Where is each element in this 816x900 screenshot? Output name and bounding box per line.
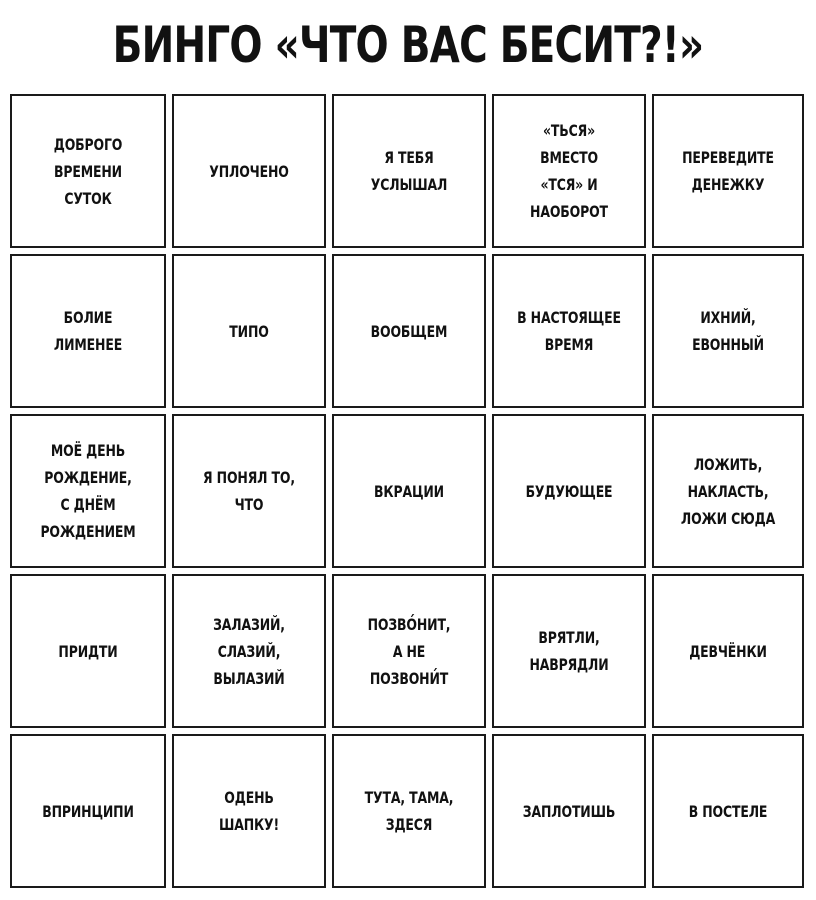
bingo-cell-text: Я ТЕБЯ УСЛЫШАЛ xyxy=(370,148,448,194)
bingo-cell-text: ПОЗВО́НИТ, А НЕ ПОЗВОНИ́Т xyxy=(367,614,451,688)
bingo-cell[interactable] xyxy=(652,254,804,408)
bingo-cell[interactable] xyxy=(652,414,804,568)
bingo-cell[interactable] xyxy=(332,414,486,568)
bingo-cell-text: ТУТА, ТАМА, ЗДЕСЯ xyxy=(364,788,454,834)
bingo-cell[interactable] xyxy=(172,734,326,888)
bingo-cell-text: БОЛИЕ ЛИМЕНЕЕ xyxy=(53,308,123,354)
bingo-cell-text: Я ПОНЯЛ ТО, ЧТО xyxy=(203,468,295,514)
bingo-cell-text: ТИПО xyxy=(229,321,269,341)
bingo-cell[interactable] xyxy=(332,94,486,248)
bingo-cell[interactable] xyxy=(172,574,326,728)
bingo-cell-text: ВПРИНЦИПИ xyxy=(42,801,134,821)
bingo-title: БИНГО «ЧТО ВАС БЕСИТ?!» xyxy=(112,16,704,74)
bingo-cell-text: БУДУЮЩЕЕ xyxy=(525,481,613,501)
bingo-cell-text: ВКРАЦИИ xyxy=(374,481,444,501)
bingo-cell[interactable] xyxy=(172,254,326,408)
bingo-grid xyxy=(10,94,806,890)
bingo-cell[interactable] xyxy=(332,574,486,728)
bingo-cell-text: ПЕРЕВЕДИТЕ ДЕНЕЖКУ xyxy=(682,148,774,194)
bingo-cell[interactable] xyxy=(652,734,804,888)
bingo-cell-text: ИХНИЙ, ЕВОННЫЙ xyxy=(692,308,764,354)
bingo-cell[interactable] xyxy=(652,574,804,728)
bingo-cell[interactable] xyxy=(10,94,166,248)
bingo-cell[interactable] xyxy=(172,414,326,568)
bingo-cell-text: ЛОЖИТЬ, НАКЛАСТЬ, ЛОЖИ СЮДА xyxy=(680,454,776,528)
bingo-cell[interactable] xyxy=(492,574,646,728)
bingo-cell-text: ЗАПЛОТИШЬ xyxy=(522,801,616,821)
bingo-cell[interactable] xyxy=(652,94,804,248)
bingo-cell[interactable] xyxy=(492,414,646,568)
bingo-cell-text: ПРИДТИ xyxy=(58,641,118,661)
bingo-cell-text: «ТЬСЯ» ВМЕСТО «ТСЯ» И НАОБОРОТ xyxy=(530,121,608,221)
bingo-cell-text: ДОБРОГО ВРЕМЕНИ СУТОК xyxy=(53,134,123,208)
bingo-cell[interactable] xyxy=(10,574,166,728)
bingo-cell-text: ОДЕНЬ ШАПКУ! xyxy=(218,788,280,834)
bingo-cell[interactable] xyxy=(10,254,166,408)
bingo-cell[interactable] xyxy=(332,734,486,888)
bingo-cell[interactable] xyxy=(332,254,486,408)
bingo-cell[interactable] xyxy=(172,94,326,248)
bingo-cell[interactable] xyxy=(492,734,646,888)
bingo-cell-text: ВООБЩЕМ xyxy=(370,321,448,341)
bingo-cell-text: ДЕВЧЁНКИ xyxy=(689,641,767,661)
bingo-cell-text: В НАСТОЯЩЕЕ ВРЕМЯ xyxy=(517,308,621,354)
bingo-cell[interactable] xyxy=(10,414,166,568)
bingo-cell-text: ВРЯТЛИ, НАВРЯДЛИ xyxy=(529,628,609,674)
bingo-cell[interactable] xyxy=(10,734,166,888)
bingo-cell-text: УПЛОЧЕНО xyxy=(209,161,289,181)
bingo-cell-text: В ПОСТЕЛЕ xyxy=(688,801,768,821)
bingo-cell[interactable] xyxy=(492,254,646,408)
bingo-cell-text: МОЁ ДЕНЬ РОЖДЕНИЕ, С ДНЁМ РОЖДЕНИЕМ xyxy=(40,441,136,541)
bingo-cell-text: ЗАЛАЗИЙ, СЛАЗИЙ, ВЫЛАЗИЙ xyxy=(213,614,285,688)
bingo-cell[interactable] xyxy=(492,94,646,248)
